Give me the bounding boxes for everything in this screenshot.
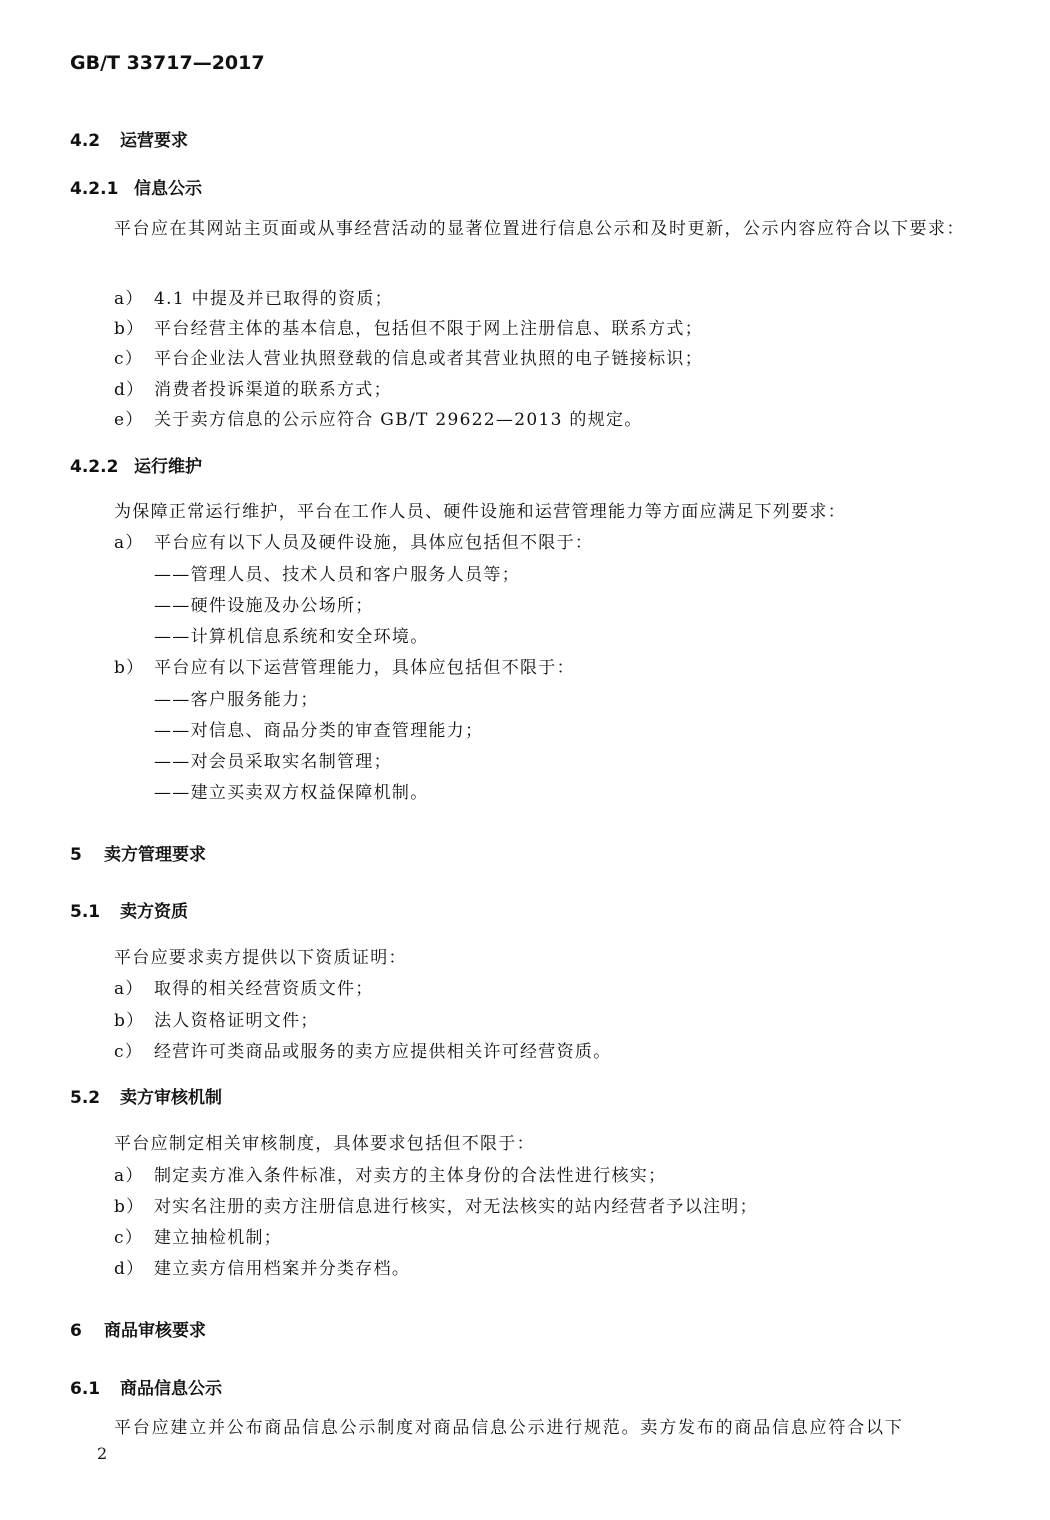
list-marker: b）: [114, 658, 145, 678]
heading-title: 运营要求: [120, 131, 188, 151]
heading-4-2-1: [70, 174, 202, 199]
list-item: [114, 1161, 666, 1186]
paragraph: 平台应制定相关审核制度，具体要求包括但不限于：: [114, 1134, 535, 1154]
list-item: [114, 653, 575, 678]
list-text: 平台应有以下人员及硬件设施，具体应包括但不限于：: [154, 533, 594, 553]
list-marker: d）: [114, 1259, 145, 1279]
standard-number: GB/T 33717—2017: [70, 52, 265, 74]
list-item: [114, 1006, 319, 1031]
list-text: 制定卖方准入条件标准，对卖方的主体身份的合法性进行核实；: [154, 1166, 667, 1186]
heading-5-2: [70, 1083, 222, 1108]
page-number: 2: [97, 1444, 108, 1463]
list-marker: b）: [114, 319, 145, 339]
list-item: [114, 405, 643, 430]
heading-number: 4.2.1: [70, 179, 119, 199]
list-text: 建立卖方信用档案并分类存档。: [154, 1259, 411, 1279]
list-marker: a）: [114, 979, 144, 999]
heading-title: 卖方审核机制: [120, 1088, 222, 1108]
list-item: [114, 375, 392, 400]
list-text: 关于卖方信息的公示应符合 GB/T 29622—2013 的规定。: [154, 410, 643, 430]
list-text: 平台企业法人营业执照登载的信息或者其营业执照的电子链接标识；: [154, 349, 703, 369]
list-item: [114, 974, 374, 999]
heading-6-1: [70, 1374, 222, 1399]
list-marker: c）: [114, 1042, 144, 1062]
list-text: 法人资格证明文件；: [154, 1011, 319, 1031]
heading-title: 卖方资质: [120, 902, 188, 922]
dash-item: ——建立买卖双方权益保障机制。: [154, 783, 429, 803]
list-text: 对实名注册的卖方注册信息进行核实，对无法核实的站内经营者予以注明；: [154, 1197, 758, 1217]
paragraph: 平台应要求卖方提供以下资质证明：: [114, 948, 407, 968]
heading-number: 5: [70, 845, 82, 865]
list-marker: b）: [114, 1197, 145, 1217]
heading-number: 5.2: [70, 1088, 101, 1108]
dash-item: ——计算机信息系统和安全环境。: [154, 627, 429, 647]
heading-title: 运行维护: [134, 457, 202, 477]
list-text: 平台应有以下运营管理能力，具体应包括但不限于：: [154, 658, 575, 678]
list-item: [114, 1192, 758, 1217]
heading-title: 商品信息公示: [120, 1379, 222, 1399]
list-item: [114, 1223, 282, 1248]
dash-item: ——管理人员、技术人员和客户服务人员等；: [154, 565, 520, 585]
list-text: 建立抽检机制；: [154, 1228, 283, 1248]
heading-title: 信息公示: [134, 179, 202, 199]
list-marker: b）: [114, 1011, 145, 1031]
paragraph: 平台应在其网站主页面或从事经营活动的显著位置进行信息公示和及时更新，公示内容应符合以下要求：: [114, 219, 965, 239]
heading-5: [70, 840, 206, 865]
dash-item: ——客户服务能力；: [154, 690, 319, 710]
list-item: [114, 528, 593, 553]
heading-4-2-2: [70, 452, 202, 477]
heading-4-2: [70, 126, 188, 151]
dash-item: ——对会员采取实名制管理；: [154, 752, 392, 772]
list-text: 取得的相关经营资质文件；: [154, 979, 374, 999]
list-item: [114, 284, 393, 309]
heading-number: 6: [70, 1321, 82, 1341]
heading-5-1: [70, 897, 188, 922]
list-item: [114, 344, 703, 369]
list-item: [114, 314, 703, 339]
dash-item: ——对信息、商品分类的审查管理能力；: [154, 721, 484, 741]
list-marker: a）: [114, 1166, 144, 1186]
paragraph: 为保障正常运行维护，平台在工作人员、硬件设施和运营管理能力等方面应满足下列要求：: [114, 502, 846, 522]
heading-6: [70, 1316, 206, 1341]
list-item: [114, 1254, 410, 1279]
heading-title: 卖方管理要求: [104, 845, 206, 865]
list-marker: c）: [114, 1228, 144, 1248]
dash-item: ——硬件设施及办公场所；: [154, 596, 374, 616]
list-text: 经营许可类商品或服务的卖方应提供相关许可经营资质。: [154, 1042, 612, 1062]
list-text: 4.1 中提及并已取得的资质；: [154, 289, 393, 309]
list-text: 消费者投诉渠道的联系方式；: [154, 380, 392, 400]
heading-number: 5.1: [70, 902, 101, 922]
heading-number: 6.1: [70, 1379, 101, 1399]
list-item: [114, 1037, 612, 1062]
heading-number: 4.2.2: [70, 457, 119, 477]
list-marker: e）: [114, 410, 144, 430]
heading-title: 商品审核要求: [104, 1321, 206, 1341]
list-marker: a）: [114, 289, 144, 309]
heading-number: 4.2: [70, 131, 101, 151]
list-text: 平台经营主体的基本信息，包括但不限于网上注册信息、联系方式；: [154, 319, 703, 339]
list-marker: a）: [114, 533, 144, 553]
paragraph: 平台应建立并公布商品信息公示制度对商品信息公示进行规范。卖方发布的商品信息应符合以下: [114, 1418, 904, 1438]
list-marker: c）: [114, 349, 144, 369]
list-marker: d）: [114, 380, 145, 400]
